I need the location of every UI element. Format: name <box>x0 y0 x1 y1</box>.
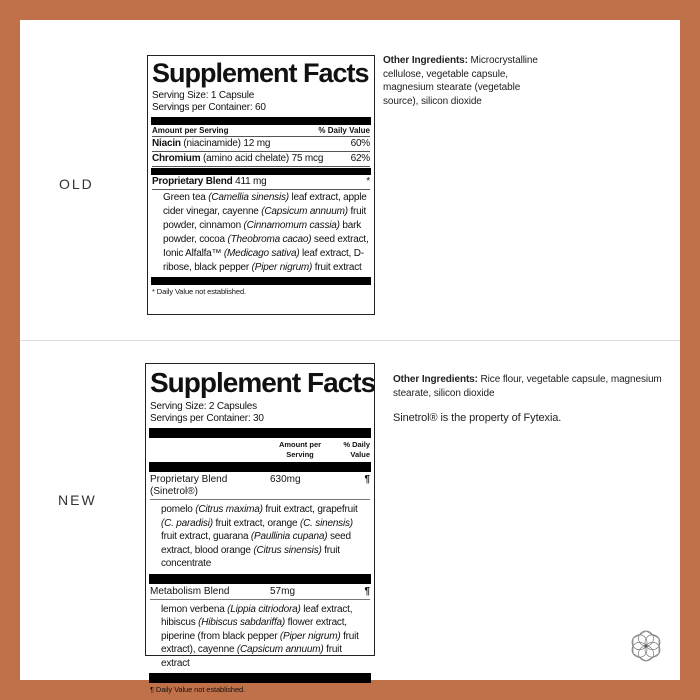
header-amount: Amount per Serving <box>278 440 322 459</box>
nutrient-dv: 62% <box>350 153 370 164</box>
ingredient-text: fruit extract), cayenne <box>161 630 359 655</box>
ingredient-text: fruit concentrate <box>161 544 340 569</box>
ingredient-text: Green tea <box>163 192 209 203</box>
blend-ingredients <box>150 500 370 574</box>
serving-size: Serving Size: 1 Capsule <box>152 90 255 101</box>
old-supplement-facts <box>147 55 375 315</box>
ingredient-text: lemon verbena <box>161 603 228 615</box>
blend-amount: 630mg <box>270 474 301 485</box>
ingredient-text: (Capsicum annuum) <box>236 644 324 655</box>
facts-title: Supplement Facts <box>152 58 369 88</box>
serving-size: Serving Size: 2 Capsules <box>150 401 257 412</box>
ingredient-text: (Citrus sinensis) <box>253 544 322 556</box>
ingredient-text: (Camellia sinensis) <box>208 192 289 203</box>
ingredient-text: (Theobroma cacao) <box>227 234 312 245</box>
ingredient-text: (Capsicum annuum) <box>261 206 348 217</box>
thick-bar <box>151 168 371 175</box>
table-header <box>150 438 370 462</box>
nutrient-amount: (niacinamide) 12 mg <box>180 138 271 149</box>
other-text: Rice flour, vegetable capsule, magnesium stearate, silicon dioxide <box>393 374 662 399</box>
header-amount: Amount per Serving <box>152 126 229 135</box>
ingredient-text: (C. paradisi) <box>161 517 213 529</box>
blend-row <box>150 472 370 500</box>
blend-name: Metabolism Blend <box>150 585 230 597</box>
thick-bar <box>149 574 371 584</box>
facts-title: Supplement Facts <box>150 367 376 398</box>
ingredient-text: (Lippia citriodora) <box>227 603 301 615</box>
thick-bar <box>149 428 371 438</box>
ingredient-text: (Citrus maxima) <box>195 504 263 515</box>
blend-amount: 411 mg <box>232 176 267 187</box>
other-label: Other Ingredients: <box>393 374 478 385</box>
blend-row <box>152 175 370 190</box>
ingredient-text: pomelo <box>161 504 196 515</box>
thick-bar <box>149 462 371 472</box>
servings-per-container: Servings per Container: 60 <box>152 102 266 113</box>
footnote: ¶ Daily Value not established. <box>150 685 246 694</box>
ingredient-text: (Paullinia cupana) <box>250 531 328 542</box>
new-label: NEW <box>58 492 97 508</box>
table-header <box>152 125 370 137</box>
nutrient-row <box>152 137 370 152</box>
nutrient-row <box>152 152 370 167</box>
blend-ingredients <box>152 190 370 277</box>
flower-of-life-icon <box>628 628 664 664</box>
footnote: * Daily Value not established. <box>152 287 247 296</box>
old-label: OLD <box>59 176 94 192</box>
ingredient-text: (Piper nigrum) <box>251 262 313 273</box>
nutrient-name: Chromium <box>152 153 201 164</box>
ingredient-text: seed extract, Ionic Alfalfa™ <box>163 234 369 259</box>
other-text: Microcrystalline cellulose, vegetable capsule, magnesium stearate (vegetable source), silicon dioxide <box>383 55 538 107</box>
nutrient-name: Niacin <box>152 138 181 149</box>
ingredient-text: leaf extract, apple cider vinegar, cayenne <box>163 192 367 217</box>
ingredient-text: leaf extract, D-ribose, black pepper <box>163 248 364 273</box>
blend-ingredients <box>150 600 370 674</box>
ingredient-text: (Piper nigrum) <box>279 630 341 642</box>
thick-bar <box>151 277 371 285</box>
blend-name: Proprietary Blend (Sinetrol®) <box>150 474 228 497</box>
ingredient-text: fruit extract, grapefruit <box>262 504 358 515</box>
header-dv: % Daily Value <box>318 126 370 135</box>
ingredient-text: fruit extract <box>161 644 342 669</box>
thick-bar <box>149 673 371 683</box>
nutrient-dv: 60% <box>350 138 370 149</box>
ingredient-text: fruit extract <box>312 262 362 273</box>
blend-dv: * <box>366 176 370 187</box>
ingredient-text: (Cinnamomum cassia) <box>243 220 340 231</box>
other-label: Other Ingredients: <box>383 55 468 66</box>
ingredient-text: fruit powder, cinnamon <box>163 206 367 231</box>
ingredient-text: flower extract, piperine (from black pepper <box>161 617 347 642</box>
ingredient-text: (Medicago sativa) <box>223 248 300 259</box>
ingredient-text: bark powder, cocoa <box>163 220 362 245</box>
header-dv: % Daily Value <box>343 440 370 459</box>
nutrient-amount: (amino acid chelate) 75 mcg <box>200 153 324 164</box>
blend-name: Proprietary Blend <box>152 176 233 187</box>
trademark-note: Sinetrol® is the property of Fytexia. <box>393 412 562 424</box>
ingredient-text: leaf extract, hibiscus <box>161 603 353 628</box>
servings-per-container: Servings per Container: 30 <box>150 413 264 424</box>
blend-dv: ¶ <box>364 585 370 597</box>
ingredient-text: (C. sinensis) <box>299 517 353 529</box>
ingredient-text: fruit extract, orange <box>212 517 300 529</box>
ingredient-text: seed extract, blood orange <box>161 531 351 556</box>
ingredient-text: (Hibiscus sabdariffa) <box>198 617 286 628</box>
ingredient-text: fruit extract, guarana <box>161 531 251 542</box>
old-other-ingredients <box>383 54 553 108</box>
thick-bar <box>151 117 371 125</box>
blend-dv: ¶ <box>364 474 370 485</box>
section-divider <box>20 340 680 341</box>
blend-row <box>150 584 370 600</box>
blend-amount: 57mg <box>270 585 296 597</box>
new-supplement-facts <box>145 363 376 694</box>
new-other-ingredients <box>393 373 663 400</box>
